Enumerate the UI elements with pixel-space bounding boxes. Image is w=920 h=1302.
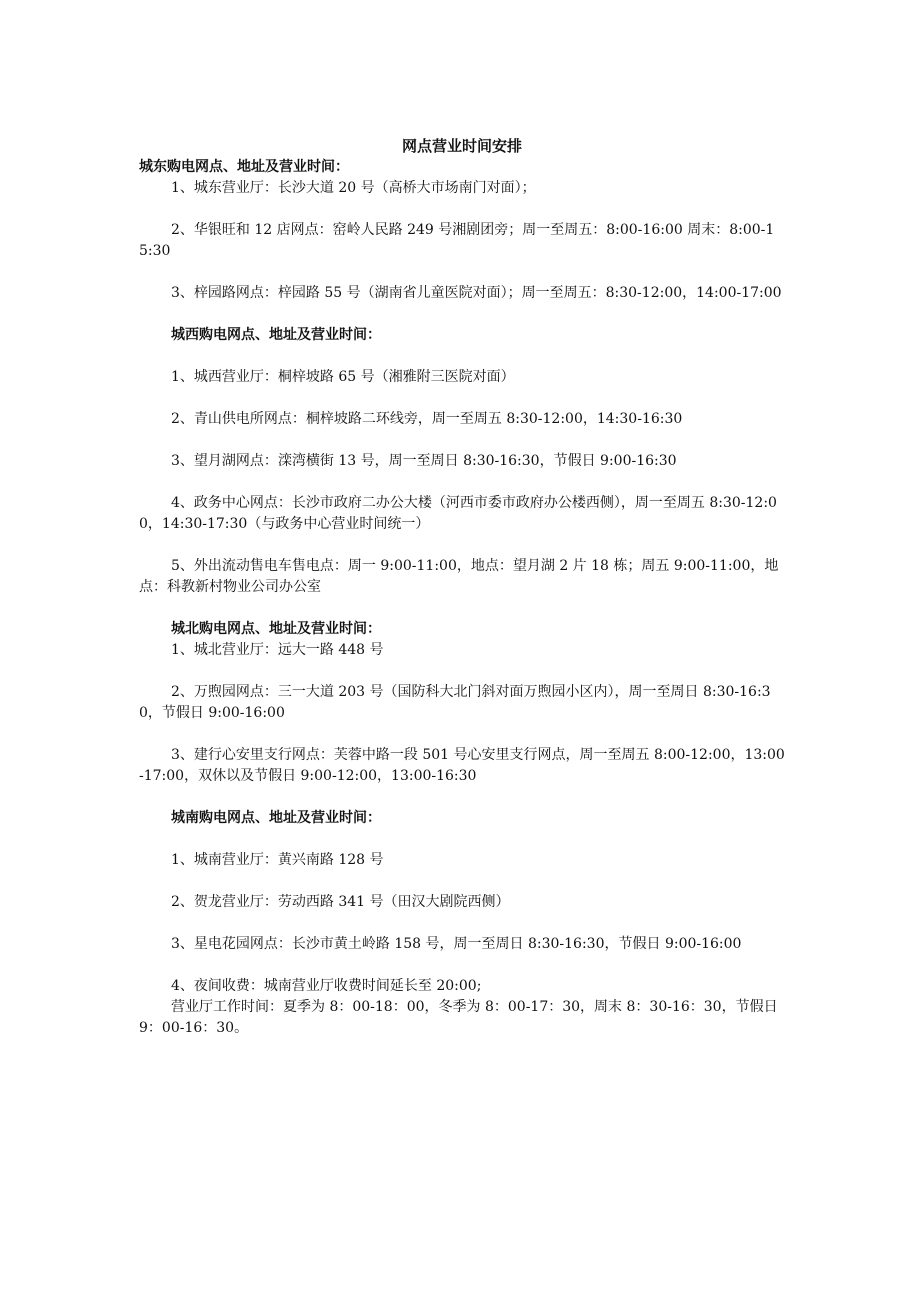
- west-heading: 城西购电网点、地址及营业时间：: [171, 327, 381, 343]
- south-item-4: 4、夜间收费：城南营业厅收费时间延长至 20:00;: [171, 978, 482, 994]
- south-hours-note: 营业厅工作时间：夏季为 8：00-18：00，冬季为 8：00-17：30，周末 8：30-16：30，节假日 9：00-16：30。: [139, 999, 783, 1036]
- west-item-4: 4、政务中心网点：长沙市政府二办公大楼（河西市委市政府办公楼西侧），周一至周五 8:30-12:00，14:30-17:30（与政务中心营业时间统一）: [139, 495, 777, 532]
- east-item-2: 2、华银旺和 12 店网点：窑岭人民路 249 号湘剧团旁；周一至周五：8:00-16:00 周末：8:00-15:30: [139, 222, 775, 259]
- document-title: 网点营业时间安排: [401, 137, 522, 155]
- south-item-3: 3、星电花园网点：长沙市黄土岭路 158 号，周一至周日 8:30-16:30，节假日 9:00-16:00: [171, 936, 742, 952]
- south-item-2: 2、贺龙营业厅：劳动西路 341 号（田汉大剧院西侧）: [171, 894, 510, 910]
- north-item-1: 1、城北营业厅：远大一路 448 号: [171, 642, 384, 658]
- south-item-1: 1、城南营业厅：黄兴南路 128 号: [171, 852, 384, 868]
- west-item-1: 1、城西营业厅：桐梓坡路 65 号（湘雅附三医院对面）: [171, 369, 515, 385]
- west-item-5: 5、外出流动售电车售电点：周一 9:00-11:00，地点：望月湖 2 片 18 栋；周五 9:00-11:00，地点：科教新村物业公司办公室: [139, 558, 779, 595]
- document-page: [139, 136, 785, 1039]
- east-item-1: 1、城东营业厅：长沙大道 20 号（高桥大市场南门对面）；: [171, 180, 536, 196]
- east-heading: 城东购电网点、地址及营业时间：: [139, 159, 349, 175]
- north-heading: 城北购电网点、地址及营业时间：: [171, 621, 381, 637]
- west-item-2: 2、青山供电所网点：桐梓坡路二环线旁，周一至周五 8:30-12:00，14:30-16:30: [171, 411, 683, 427]
- west-item-3: 3、望月湖网点：滦湾横街 13 号，周一至周日 8:30-16:30，节假日 9:00-16:30: [171, 453, 677, 469]
- east-item-3: 3、梓园路网点：梓园路 55 号（湖南省儿童医院对面）；周一至周五：8:30-12:00，14:00-17:00: [171, 285, 782, 301]
- south-heading: 城南购电网点、地址及营业时间：: [171, 810, 381, 826]
- north-item-2: 2、万煦园网点：三一大道 203 号（国防科大北门斜对面万煦园小区内），周一至周日 8:30-16:30，节假日 9:00-16:00: [139, 684, 771, 721]
- north-item-3: 3、建行心安里支行网点：芙蓉中路一段 501 号心安里支行网点，周一至周五 8:00-12:00，13:00-17:00，双休以及节假日 9:00-12:00，13:00-16:30: [139, 747, 785, 784]
